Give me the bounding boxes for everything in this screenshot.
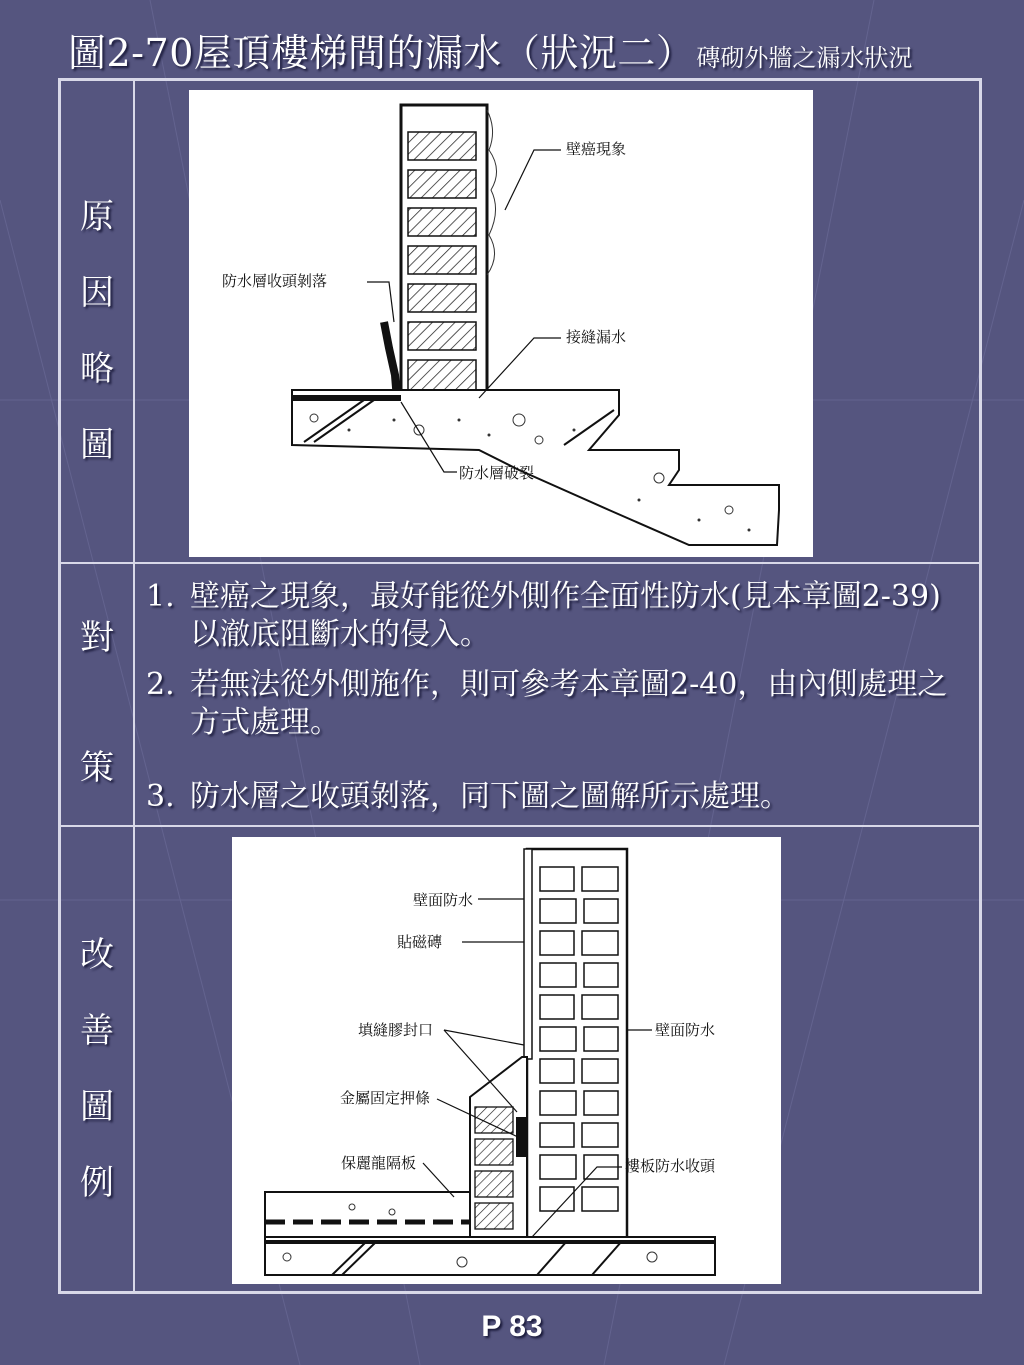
page-number: P 83 xyxy=(481,1310,543,1343)
label-sealant: 填縫膠封口 xyxy=(358,1021,434,1039)
label-edge-peeling: 防水層收頭剝落 xyxy=(222,272,328,290)
label-foam-board: 保麗龍隔板 xyxy=(341,1154,417,1172)
label-metal-strip: 金屬固定押條 xyxy=(340,1089,431,1107)
row-divider xyxy=(61,825,979,827)
row-label-cause: 原 因 略 圖 xyxy=(80,197,114,465)
column-divider xyxy=(133,81,135,1291)
label-wall-waterproof-upper: 壁面防水 xyxy=(413,891,474,909)
title-sub: 磚砌外牆之漏水狀況 xyxy=(696,44,913,72)
title-main: 圖2-70屋頂樓梯間的漏水（狀況二） xyxy=(68,31,695,75)
label-efflorescence: 壁癌現象 xyxy=(566,140,627,158)
improvement-diagram-svg xyxy=(232,837,781,1284)
row-label-example: 改 善 圖 例 xyxy=(80,935,114,1203)
cause-diagram xyxy=(189,90,813,557)
row-label-measures: 對 策 xyxy=(80,618,114,788)
page-title xyxy=(68,22,912,77)
label-slab-edge: 樓板防水收頭 xyxy=(625,1157,716,1175)
cause-diagram-svg xyxy=(189,90,813,557)
label-wall-waterproof-lower: 壁面防水 xyxy=(655,1021,716,1039)
label-tile: 貼磁磚 xyxy=(397,933,443,951)
row-divider xyxy=(61,562,979,564)
label-layer-crack: 防水層破裂 xyxy=(459,464,535,482)
improvement-diagram xyxy=(232,837,781,1284)
label-joint-leak: 接縫漏水 xyxy=(566,328,627,346)
